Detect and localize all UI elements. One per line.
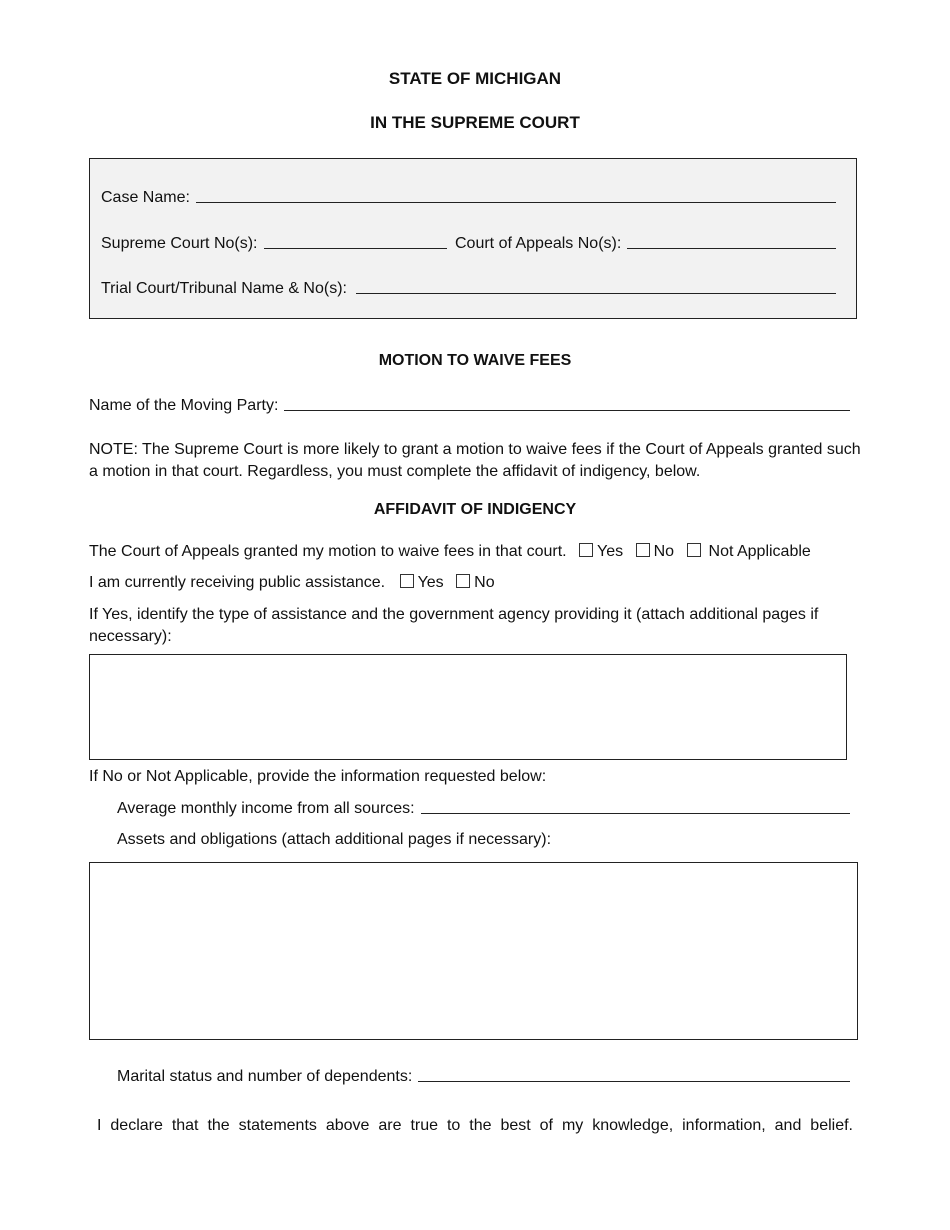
case-name-field[interactable] [196,202,836,203]
court-of-appeals-no-row [455,235,836,253]
coa-na-label: Not Applicable [708,543,811,560]
trial-court-row [101,280,836,298]
supreme-court-no-row [101,235,447,253]
court-title: IN THE SUPREME COURT [370,113,580,132]
case-name-label: Case Name: [101,189,190,206]
case-name-row [101,189,836,207]
court-of-appeals-no-label: Court of Appeals No(s): [455,235,622,252]
motion-note: NOTE: The Supreme Court is more likely to grant a motion to waive fees if the Court of Appeals granted such a motion in that court. Regardless, you must complete the affidavit of indigency, below. [89,441,861,480]
coa-na-checkbox[interactable] [687,543,701,557]
court-of-appeals-no-field[interactable] [627,248,836,249]
assistance-question-row [89,574,495,592]
income-field[interactable] [421,813,850,814]
trial-court-field[interactable] [356,293,836,294]
trial-court-label: Trial Court/Tribunal Name & No(s): [101,280,347,297]
assets-label: Assets and obligations (attach additional pages if necessary): [117,831,552,848]
assistance-no-checkbox[interactable] [456,574,470,588]
if-no-text: If No or Not Applicable, provide the information requested below: [89,768,547,785]
assistance-question-text: I am currently receiving public assistance. [89,574,386,591]
marital-field[interactable] [418,1081,850,1082]
coa-question-row [89,543,889,561]
coa-no-label: No [653,543,675,560]
motion-title: MOTION TO WAIVE FEES [378,352,572,369]
income-row [117,800,850,818]
supreme-court-no-field[interactable] [264,248,448,249]
assistance-yes-checkbox[interactable] [400,574,414,588]
moving-party-field[interactable] [284,410,850,411]
state-title: STATE OF MICHIGAN [388,69,562,88]
marital-row [117,1068,850,1086]
coa-yes-label: Yes [597,543,624,560]
supreme-court-no-label: Supreme Court No(s): [101,235,258,252]
affidavit-title: AFFIDAVIT OF INDIGENCY [373,501,577,518]
marital-label: Marital status and number of dependents: [117,1068,413,1085]
if-yes-text: If Yes, identify the type of assistance and the government agency providing it (attach additional pages if necessary): [89,606,819,645]
coa-no-checkbox[interactable] [636,543,650,557]
moving-party-label: Name of the Moving Party: [89,397,279,414]
assistance-no-label: No [474,574,495,591]
moving-party-row [89,397,850,415]
coa-yes-checkbox[interactable] [579,543,593,557]
assets-obligations-box[interactable] [89,862,858,1040]
income-label: Average monthly income from all sources: [117,800,415,817]
assistance-details-box[interactable] [89,654,847,760]
coa-question-text: The Court of Appeals granted my motion to waive fees in that court. [89,543,567,560]
declaration-text: I declare that the statements above are true to the best of my knowledge, information, and belief. [97,1117,853,1134]
assistance-yes-label: Yes [417,574,444,591]
